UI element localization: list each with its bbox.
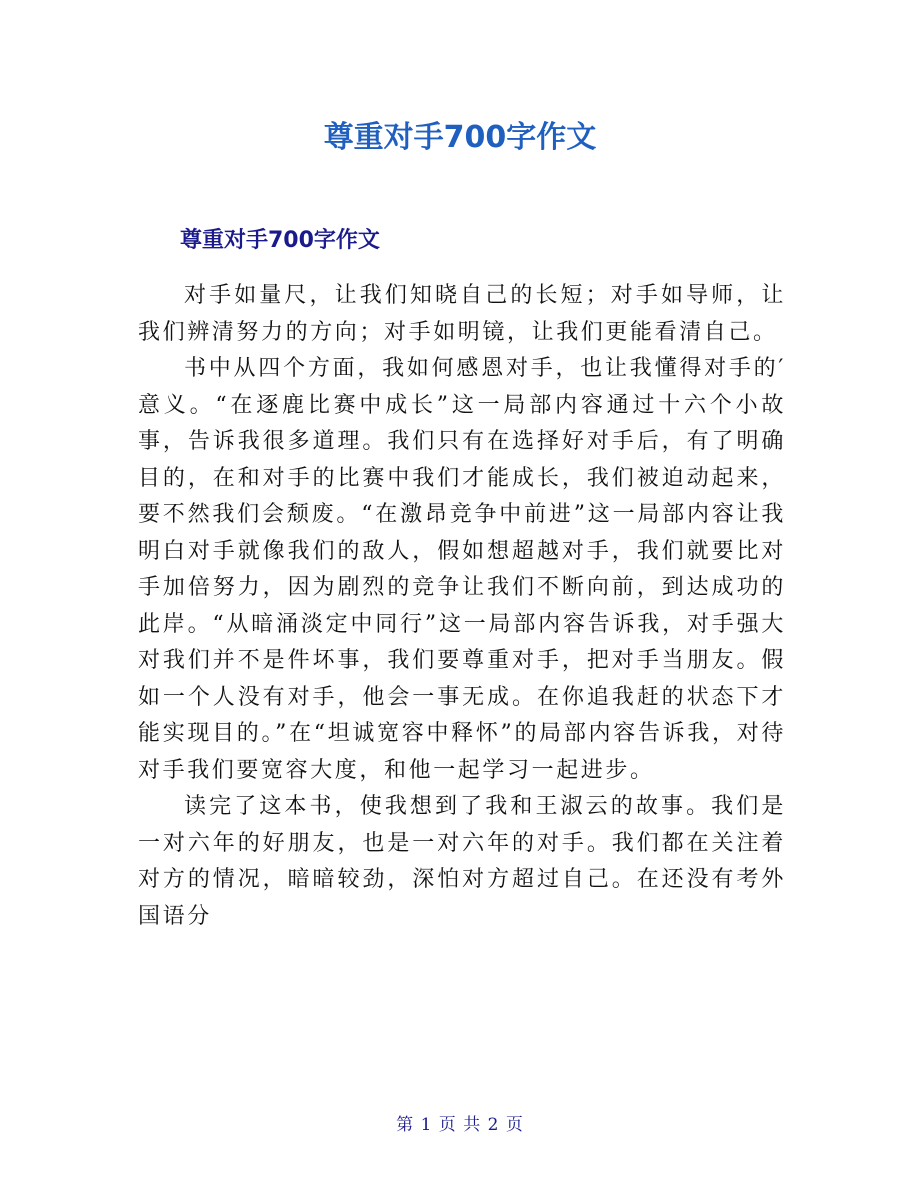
paragraph-2: 书中从四个方面，我如何感恩对手，也让我懂得对手的′意义。“在逐鹿比赛中成长”这一局部内容通过十六个小故事，告诉我很多道理。我们只有在选择好对手后，有了明确目的，在和对手的比赛中我们才能成长，我们被迫动起来，要不然我们会颓废。“在激昂竞争中前进”这一局部内容让我明白对手就像我们的敌人，假如想超越对手，我们就要比对手加倍努力，因为剧烈的竞争让我们不断向前，到达成功的此岸。“从暗涌淡定中同行”这一局部内容告诉我，对手强大对我们并不是件坏事，我们要尊重对手，把对手当朋友。假如一个人没有对手，他会一事无成。在你追我赶的状态下才能实现目的。”在“坦诚宽容中释怀”的局部内容告诉我，对待对手我们要宽容大度，和他一起学习一起进步。	[138, 356, 786, 783]
document-body	[138, 278, 786, 935]
page-number-footer: 第 1 页 共 2 页	[396, 1115, 524, 1135]
paragraph-3: 读完了这本书，使我想到了我和王淑云的故事。我们是一对六年的好朋友，也是一对六年的对手。我们都在关注着对方的情况，暗暗较劲，深怕对方超过自己。在还没有考外国语分	[138, 794, 786, 929]
section-heading: 尊重对手700字作文	[180, 228, 380, 253]
paragraph-1: 对手如量尺，让我们知晓自己的长短；对手如导师，让我们辨清努力的方向；对手如明镜，让我们更能看清自己。	[138, 283, 786, 345]
document-title: 尊重对手700字作文	[323, 120, 597, 155]
